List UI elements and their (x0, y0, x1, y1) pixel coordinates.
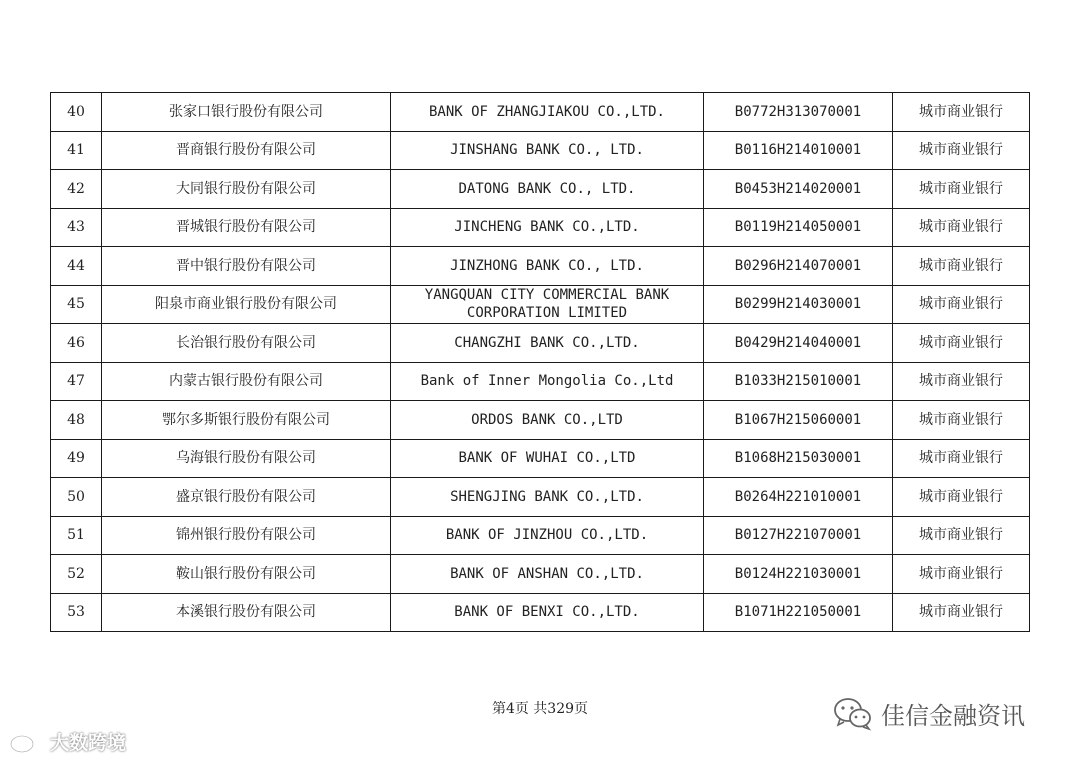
row-number: 41 (51, 131, 102, 170)
institution-type: 城市商业银行 (893, 285, 1030, 324)
row-number: 48 (51, 401, 102, 440)
weibo-icon (8, 729, 46, 755)
watermark-left-text: 大数跨境 (50, 732, 127, 754)
institution-type: 城市商业银行 (893, 478, 1030, 517)
bank-name-chinese: 晋中银行股份有限公司 (102, 247, 391, 286)
row-number: 42 (51, 170, 102, 209)
table-row (51, 362, 1030, 401)
table-row (51, 324, 1030, 363)
institution-type: 城市商业银行 (893, 516, 1030, 555)
bank-name-english: DATONG BANK CO., LTD. (391, 170, 704, 209)
table-row (51, 516, 1030, 555)
bank-name-chinese: 晋城银行股份有限公司 (102, 208, 391, 247)
institution-type: 城市商业银行 (893, 593, 1030, 632)
institution-type: 城市商业银行 (893, 555, 1030, 594)
bank-name-chinese: 张家口银行股份有限公司 (102, 93, 391, 132)
table-row (51, 439, 1030, 478)
bank-name-english: BANK OF BENXI CO.,LTD. (391, 593, 704, 632)
institution-type: 城市商业银行 (893, 362, 1030, 401)
bank-name-english: ORDOS BANK CO.,LTD (391, 401, 704, 440)
table-body (51, 93, 1030, 632)
watermark-left (8, 728, 126, 755)
institution-type: 城市商业银行 (893, 131, 1030, 170)
institution-type: 城市商业银行 (893, 170, 1030, 209)
bank-name-english: BANK OF ANSHAN CO.,LTD. (391, 555, 704, 594)
bank-name-english: JINCHENG BANK CO.,LTD. (391, 208, 704, 247)
bank-name-chinese: 鞍山银行股份有限公司 (102, 555, 391, 594)
bank-name-english: JINZHONG BANK CO., LTD. (391, 247, 704, 286)
bank-name-english: YANGQUAN CITY COMMERCIAL BANK CORPORATION LIMITED (391, 285, 704, 324)
bank-name-english: BANK OF JINZHOU CO.,LTD. (391, 516, 704, 555)
row-number: 43 (51, 208, 102, 247)
bank-name-english: Bank of Inner Mongolia Co.,Ltd (391, 362, 704, 401)
institution-type: 城市商业银行 (893, 439, 1030, 478)
page-number: 第4页 共329页 (491, 701, 589, 717)
row-number: 40 (51, 93, 102, 132)
bank-name-chinese: 鄂尔多斯银行股份有限公司 (102, 401, 391, 440)
table-row (51, 478, 1030, 517)
institution-type: 城市商业银行 (893, 208, 1030, 247)
bank-name-chinese: 本溪银行股份有限公司 (102, 593, 391, 632)
institution-code: B1068H215030001 (704, 439, 893, 478)
institution-code: B0299H214030001 (704, 285, 893, 324)
table-row (51, 247, 1030, 286)
institution-type: 城市商业银行 (893, 401, 1030, 440)
bank-name-chinese: 长治银行股份有限公司 (102, 324, 391, 363)
bank-name-chinese: 盛京银行股份有限公司 (102, 478, 391, 517)
row-number: 49 (51, 439, 102, 478)
table-row (51, 93, 1030, 132)
institution-code: B1067H215060001 (704, 401, 893, 440)
watermark-right (833, 696, 1025, 731)
institution-type: 城市商业银行 (893, 324, 1030, 363)
bank-name-english: JINSHANG BANK CO., LTD. (391, 131, 704, 170)
bank-name-chinese: 锦州银行股份有限公司 (102, 516, 391, 555)
institution-type: 城市商业银行 (893, 93, 1030, 132)
institution-code: B0453H214020001 (704, 170, 893, 209)
table-row (51, 401, 1030, 440)
row-number: 47 (51, 362, 102, 401)
bank-name-english: BANK OF WUHAI CO.,LTD (391, 439, 704, 478)
row-number: 52 (51, 555, 102, 594)
bank-name-chinese: 晋商银行股份有限公司 (102, 131, 391, 170)
row-number: 45 (51, 285, 102, 324)
watermark-right-text: 佳信金融资讯 (881, 702, 1025, 730)
institution-code: B0264H221010001 (704, 478, 893, 517)
table-row (51, 555, 1030, 594)
bank-name-chinese: 乌海银行股份有限公司 (102, 439, 391, 478)
bank-name-english: CHANGZHI BANK CO.,LTD. (391, 324, 704, 363)
bank-name-english: BANK OF ZHANGJIAKOU CO.,LTD. (391, 93, 704, 132)
row-number: 53 (51, 593, 102, 632)
bank-name-english: SHENGJING BANK CO.,LTD. (391, 478, 704, 517)
wechat-icon (833, 697, 873, 731)
institution-code: B0296H214070001 (704, 247, 893, 286)
institution-code: B0127H221070001 (704, 516, 893, 555)
row-number: 44 (51, 247, 102, 286)
table-row (51, 593, 1030, 632)
institution-code: B0124H221030001 (704, 555, 893, 594)
bank-list-table (50, 92, 1030, 632)
institution-code: B1071H221050001 (704, 593, 893, 632)
row-number: 50 (51, 478, 102, 517)
bank-name-chinese: 内蒙古银行股份有限公司 (102, 362, 391, 401)
table-row (51, 285, 1030, 324)
row-number: 46 (51, 324, 102, 363)
institution-code: B0119H214050001 (704, 208, 893, 247)
table-row (51, 131, 1030, 170)
institution-code: B0429H214040001 (704, 324, 893, 363)
bank-name-chinese: 阳泉市商业银行股份有限公司 (102, 285, 391, 324)
institution-code: B1033H215010001 (704, 362, 893, 401)
institution-code: B0116H214010001 (704, 131, 893, 170)
table-row (51, 208, 1030, 247)
table-row (51, 170, 1030, 209)
institution-code: B0772H313070001 (704, 93, 893, 132)
bank-name-chinese: 大同银行股份有限公司 (102, 170, 391, 209)
institution-type: 城市商业银行 (893, 247, 1030, 286)
row-number: 51 (51, 516, 102, 555)
